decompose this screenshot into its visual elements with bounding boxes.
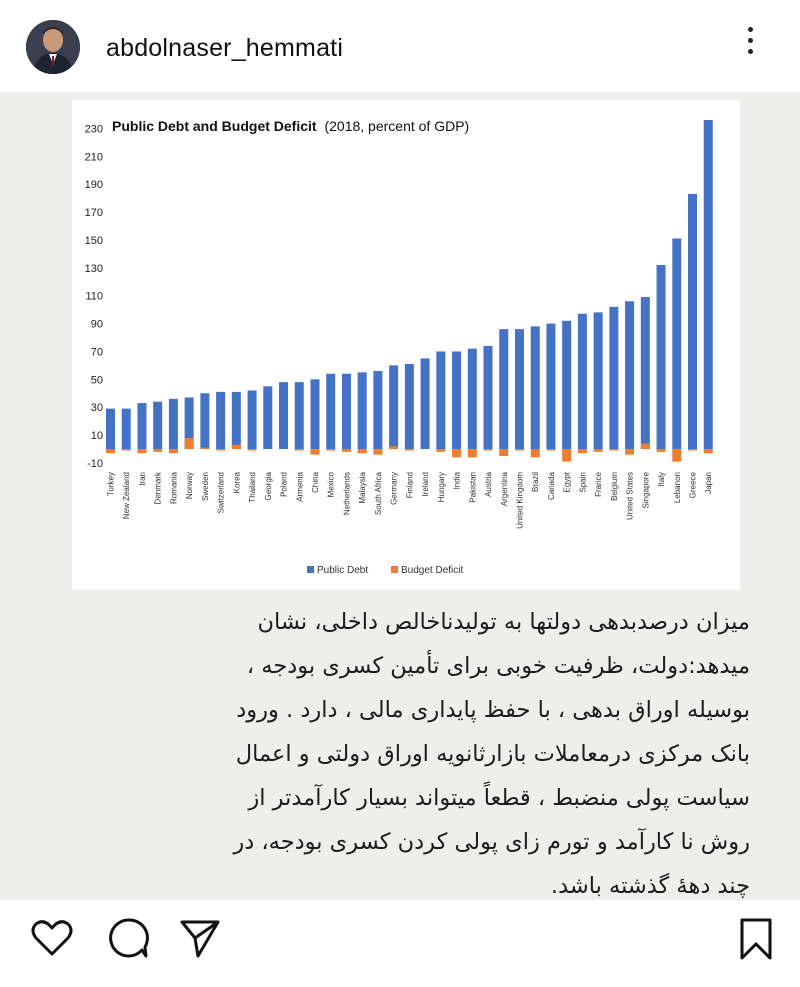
bar-public-debt	[625, 301, 634, 449]
x-tick-label: Egypt	[562, 472, 572, 493]
bar-public-debt	[562, 321, 571, 449]
x-tick-label: India	[452, 472, 462, 490]
post-caption	[100, 600, 750, 908]
x-tick-label: Georgia	[263, 472, 273, 501]
bar-budget-deficit	[200, 448, 209, 449]
x-tick-label: Austria	[484, 472, 494, 497]
x-tick-label: Sweden	[200, 472, 210, 501]
chart-card	[72, 100, 740, 590]
bar-budget-deficit	[562, 449, 571, 462]
bar-budget-deficit	[185, 438, 194, 449]
bar-public-debt	[405, 364, 414, 449]
x-tick-label: Hungary	[436, 472, 446, 503]
x-tick-label: Thailand	[248, 472, 258, 503]
x-tick-label: Malaysia	[358, 472, 368, 504]
x-tick-label: Pakistan	[468, 472, 478, 503]
bar-public-debt	[373, 371, 382, 449]
bar-budget-deficit	[625, 449, 634, 455]
bar-budget-deficit	[310, 449, 319, 455]
y-tick-label: 110	[85, 290, 103, 303]
bar-budget-deficit	[232, 445, 241, 449]
bar-budget-deficit	[122, 449, 131, 450]
y-tick-label: 150	[84, 234, 103, 247]
bar-public-debt	[169, 399, 178, 449]
bar-public-debt	[609, 307, 618, 449]
x-tick-label: Norway	[185, 472, 195, 500]
bar-budget-deficit	[531, 449, 540, 457]
bar-budget-deficit	[609, 449, 618, 450]
x-tick-label: China	[310, 472, 320, 493]
x-tick-label: Argentina	[499, 472, 509, 507]
bar-budget-deficit	[153, 449, 162, 452]
y-tick-label: 130	[84, 262, 103, 275]
bar-public-debt	[200, 393, 209, 449]
x-tick-label: Lebanon	[672, 472, 682, 504]
bar-public-debt	[232, 392, 241, 449]
x-tick-label: Germany	[389, 472, 399, 505]
caption-line: سیاست پولی منضبط ، قطعاً میتواند بسیار کارآمدتر از	[248, 785, 750, 811]
bar-budget-deficit	[137, 449, 146, 453]
y-tick-label: 30	[90, 402, 103, 415]
bar-public-debt	[153, 402, 162, 449]
x-tick-label: Turkey	[106, 472, 116, 497]
bar-public-debt	[263, 386, 272, 449]
bar-public-debt	[468, 349, 477, 449]
y-tick-label: 190	[84, 179, 103, 192]
x-tick-label: Brazil	[531, 472, 541, 493]
x-tick-label: Denmark	[153, 472, 163, 505]
bar-public-debt	[342, 374, 351, 449]
x-tick-label: Romania	[169, 472, 179, 505]
x-tick-label: Belgium	[609, 472, 619, 501]
x-tick-label: Mexico	[326, 472, 336, 498]
bar-budget-deficit	[657, 449, 666, 452]
bar-public-debt	[216, 392, 225, 449]
bar-public-debt	[310, 379, 319, 449]
bar-budget-deficit	[641, 443, 650, 449]
chart-title-text: Public Debt and Budget Deficit	[112, 118, 317, 134]
legend-swatch	[391, 566, 398, 573]
x-tick-label: South Africa	[373, 472, 383, 516]
post-header	[0, 0, 800, 92]
username[interactable]: abdolnaser_hemmati	[106, 34, 344, 62]
bar-public-debt	[436, 351, 445, 449]
bar-budget-deficit	[578, 449, 587, 453]
bar-public-debt	[122, 409, 131, 449]
y-tick-label: -10	[87, 458, 103, 470]
bar-budget-deficit	[594, 449, 603, 452]
bar-budget-deficit	[546, 449, 555, 450]
chart-subtitle: (2018, percent of GDP)	[324, 118, 470, 134]
y-tick-label: 70	[90, 346, 103, 359]
x-tick-label: New Zealand	[122, 472, 132, 520]
comment-icon[interactable]	[104, 914, 152, 962]
y-tick-label: 90	[90, 318, 103, 331]
bar-budget-deficit	[672, 449, 681, 462]
x-tick-label: Ireland	[421, 472, 431, 497]
bar-public-debt	[515, 329, 524, 449]
bar-budget-deficit	[373, 449, 382, 455]
bar-budget-deficit	[405, 449, 414, 450]
x-tick-label: United Kingdom	[515, 472, 525, 529]
bar-public-debt	[641, 297, 650, 449]
bar-public-debt	[358, 372, 367, 449]
bar-public-debt	[531, 326, 540, 449]
caption-line: میدهد:دولت، ظرفیت خوبی برای تأمین کسری بودجه ،	[246, 653, 750, 679]
bar-public-debt	[704, 120, 713, 449]
send-icon[interactable]	[176, 914, 224, 962]
bar-budget-deficit	[452, 449, 461, 457]
legend-label: Budget Deficit	[401, 565, 464, 576]
bar-budget-deficit	[389, 446, 398, 449]
bar-public-debt	[499, 329, 508, 449]
bar-public-debt	[137, 403, 146, 449]
bar-public-debt	[688, 194, 697, 449]
bar-budget-deficit	[484, 449, 493, 450]
x-tick-label: France	[594, 472, 604, 497]
bar-public-debt	[594, 312, 603, 449]
bar-budget-deficit	[342, 449, 351, 452]
y-tick-label: 50	[90, 374, 103, 387]
x-tick-label: United States	[625, 472, 635, 521]
bar-public-debt	[484, 346, 493, 449]
legend-swatch	[307, 566, 314, 573]
bar-budget-deficit	[248, 449, 257, 450]
more-vertical-icon[interactable]	[740, 27, 760, 67]
x-tick-label: Iran	[137, 472, 147, 486]
profile-photo-icon	[26, 20, 80, 74]
bar-public-debt	[248, 390, 257, 449]
caption-line: بوسیله اوراق بدهی ، با حفظ پایداری مالی ، دارد . ورود	[236, 697, 750, 723]
heart-icon[interactable]	[28, 914, 76, 962]
bar-public-debt	[279, 382, 288, 449]
bar-public-debt	[578, 314, 587, 449]
bar-budget-deficit	[216, 449, 225, 450]
bar-public-debt	[452, 351, 461, 449]
legend-label: Public Debt	[317, 565, 369, 576]
x-tick-label: Finland	[405, 472, 415, 499]
bar-public-debt	[389, 365, 398, 449]
x-tick-label: Spain	[578, 472, 588, 493]
chart-title	[112, 118, 469, 134]
y-tick-label: 230	[84, 123, 103, 136]
bar-budget-deficit	[358, 449, 367, 453]
bar-budget-deficit	[169, 449, 178, 453]
bar-public-debt	[546, 324, 555, 449]
bar-budget-deficit	[704, 449, 713, 453]
x-tick-label: Singapore	[641, 472, 651, 509]
bar-public-debt	[295, 382, 304, 449]
x-tick-label: Italy	[657, 472, 667, 487]
bar-chart	[72, 100, 740, 590]
caption-line: بانک مرکزی درمعاملات بازارثانویه اوراق دولتی و اعمال	[235, 741, 750, 767]
y-tick-label: 10	[90, 430, 103, 443]
avatar[interactable]	[26, 20, 80, 74]
bar-budget-deficit	[515, 449, 524, 450]
bar-public-debt	[326, 374, 335, 449]
bookmark-icon[interactable]	[732, 914, 780, 962]
bar-budget-deficit	[436, 449, 445, 452]
bar-public-debt	[672, 239, 681, 450]
action-bar	[0, 900, 800, 987]
bar-budget-deficit	[326, 449, 335, 450]
bar-budget-deficit	[688, 449, 697, 450]
bar-budget-deficit	[106, 449, 115, 453]
caption-line: روش نا کارآمد و تورم زای پولی کردن کسری بودجه، در	[233, 829, 750, 855]
x-tick-label: Korea	[232, 472, 242, 494]
caption-line: میزان درصدبدهی دولتها به تولیدناخالص داخلی، نشان	[257, 609, 750, 635]
x-tick-label: Canada	[546, 472, 556, 501]
bar-public-debt	[106, 409, 115, 449]
x-tick-label: Poland	[279, 472, 289, 497]
y-tick-label: 210	[84, 151, 103, 164]
x-tick-label: Armenia	[295, 472, 305, 502]
bar-public-debt	[421, 358, 430, 449]
bar-budget-deficit	[499, 449, 508, 456]
x-tick-label: Greece	[688, 472, 698, 499]
caption-line: چند دههٔ گذشته باشد.	[550, 873, 750, 899]
bar-budget-deficit	[295, 449, 304, 450]
x-tick-label: Netherlands	[342, 472, 352, 516]
chart-legend	[307, 565, 463, 576]
bar-budget-deficit	[468, 449, 477, 457]
x-tick-label: Switzerland	[216, 472, 226, 514]
y-tick-label: 170	[84, 207, 103, 220]
x-tick-label: Japan	[704, 472, 714, 494]
bar-public-debt	[657, 265, 666, 449]
